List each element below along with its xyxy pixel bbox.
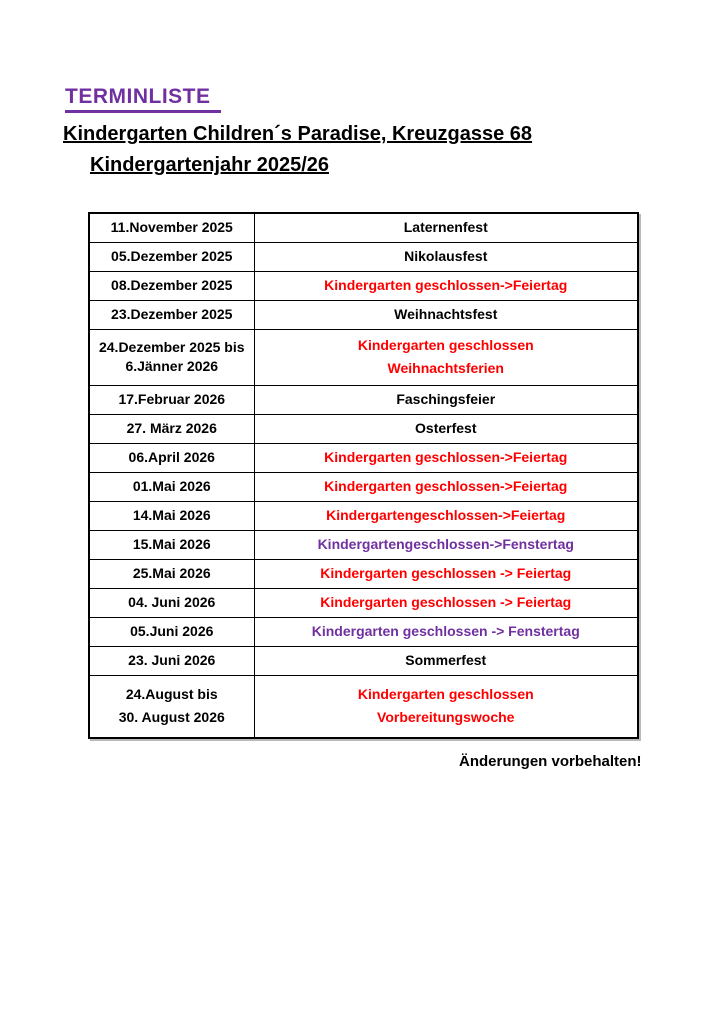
- table-row: [89, 646, 638, 675]
- event-text: Kindergarten geschlossen: [357, 686, 534, 703]
- table-row: [89, 242, 638, 271]
- event-text: Sommerfest: [405, 652, 487, 669]
- event-text: Weihnachtsferien: [387, 360, 504, 376]
- table-row: [89, 501, 638, 530]
- event-text: Laternenfest: [403, 219, 488, 236]
- date-cell: [89, 588, 254, 617]
- date-cell: [89, 559, 254, 588]
- heading-line-1: Kindergarten Children´s Paradise, Kreuzgasse 68: [63, 123, 533, 145]
- date-cell: [89, 501, 254, 530]
- event-text: Weihnachtsfest: [394, 306, 498, 323]
- date-text: 08.Dezember 2025: [111, 277, 233, 294]
- event-text: Kindergartengeschlossen->Feiertag: [326, 507, 566, 524]
- event-cell: [254, 472, 638, 501]
- date-text: 05.Juni 2026: [130, 623, 214, 640]
- date-text: 23. Juni 2026: [128, 652, 216, 669]
- event-cell: [254, 242, 638, 271]
- date-cell: [89, 646, 254, 675]
- date-text: 11.November 2025: [110, 219, 233, 236]
- table-row: [89, 329, 638, 385]
- event-text: Kindergarten geschlossen->Feiertag: [324, 449, 568, 466]
- event-text: Faschingsfeier: [396, 391, 496, 408]
- date-cell: [89, 385, 254, 414]
- date-cell: [89, 675, 254, 738]
- event-text: Kindergarten geschlossen -> Feiertag: [320, 594, 572, 611]
- date-text: 6.Jänner 2026: [125, 358, 219, 374]
- table-row: [89, 588, 638, 617]
- event-cell: [254, 271, 638, 300]
- date-cell: [89, 300, 254, 329]
- event-cell: [254, 530, 638, 559]
- date-text: 24.August bis: [125, 686, 218, 703]
- date-text: 23.Dezember 2025: [111, 306, 233, 323]
- date-text: 06.April 2026: [128, 449, 215, 466]
- event-text: Kindergarten geschlossen->Feiertag: [324, 478, 568, 495]
- event-cell: [254, 385, 638, 414]
- table-row: [89, 300, 638, 329]
- table-row: [89, 617, 638, 646]
- date-cell: [89, 472, 254, 501]
- date-cell: [89, 617, 254, 646]
- event-cell: [254, 617, 638, 646]
- event-cell: [254, 646, 638, 675]
- date-cell: [89, 414, 254, 443]
- document-heading: [63, 119, 532, 181]
- date-text: 15.Mai 2026: [132, 536, 211, 553]
- date-cell: [89, 271, 254, 300]
- event-text: Vorbereitungswoche: [377, 709, 515, 726]
- event-cell: [254, 675, 638, 738]
- table-row: [89, 213, 638, 242]
- date-text: 04. Juni 2026: [128, 594, 216, 611]
- heading-line-2: Kindergartenjahr 2025/26: [90, 154, 329, 176]
- table-row: [89, 559, 638, 588]
- event-cell: [254, 559, 638, 588]
- date-text: 27. März 2026: [126, 420, 217, 437]
- date-cell: [89, 242, 254, 271]
- table-row: [89, 443, 638, 472]
- table-row: [89, 414, 638, 443]
- event-text: Kindergarten geschlossen -> Fenstertag: [311, 623, 580, 640]
- event-cell: [254, 329, 638, 385]
- table-row: [89, 675, 638, 738]
- date-text: 05.Dezember 2025: [111, 248, 233, 265]
- event-text: Kindergarten geschlossen -> Feiertag: [320, 565, 572, 582]
- event-cell: [254, 443, 638, 472]
- date-text: 25.Mai 2026: [132, 565, 211, 582]
- footer-note: Änderungen vorbehalten!: [459, 753, 642, 770]
- event-text: Kindergartengeschlossen->Fenstertag: [317, 536, 574, 553]
- event-text: Osterfest: [415, 420, 477, 437]
- date-cell: [89, 329, 254, 385]
- table-row: [89, 472, 638, 501]
- event-text: Kindergarten geschlossen: [357, 337, 534, 354]
- date-cell: [89, 213, 254, 242]
- date-text: 17.Februar 2026: [118, 391, 226, 408]
- date-text: 01.Mai 2026: [132, 478, 211, 495]
- event-cell: [254, 213, 638, 242]
- table-row: [89, 530, 638, 559]
- event-text: Kindergarten geschlossen->Feiertag: [324, 277, 568, 294]
- event-cell: [254, 300, 638, 329]
- date-cell: [89, 530, 254, 559]
- page-title: TERMINLISTE: [65, 85, 221, 113]
- date-text: 14.Mai 2026: [132, 507, 211, 524]
- event-cell: [254, 414, 638, 443]
- date-cell: [89, 443, 254, 472]
- table-row: [89, 385, 638, 414]
- schedule-table: [88, 212, 639, 739]
- date-text: 24.Dezember 2025 bis: [98, 339, 245, 356]
- table-row: [89, 271, 638, 300]
- event-cell: [254, 501, 638, 530]
- event-cell: [254, 588, 638, 617]
- date-text: 30. August 2026: [118, 709, 225, 726]
- event-text: Nikolausfest: [404, 248, 488, 265]
